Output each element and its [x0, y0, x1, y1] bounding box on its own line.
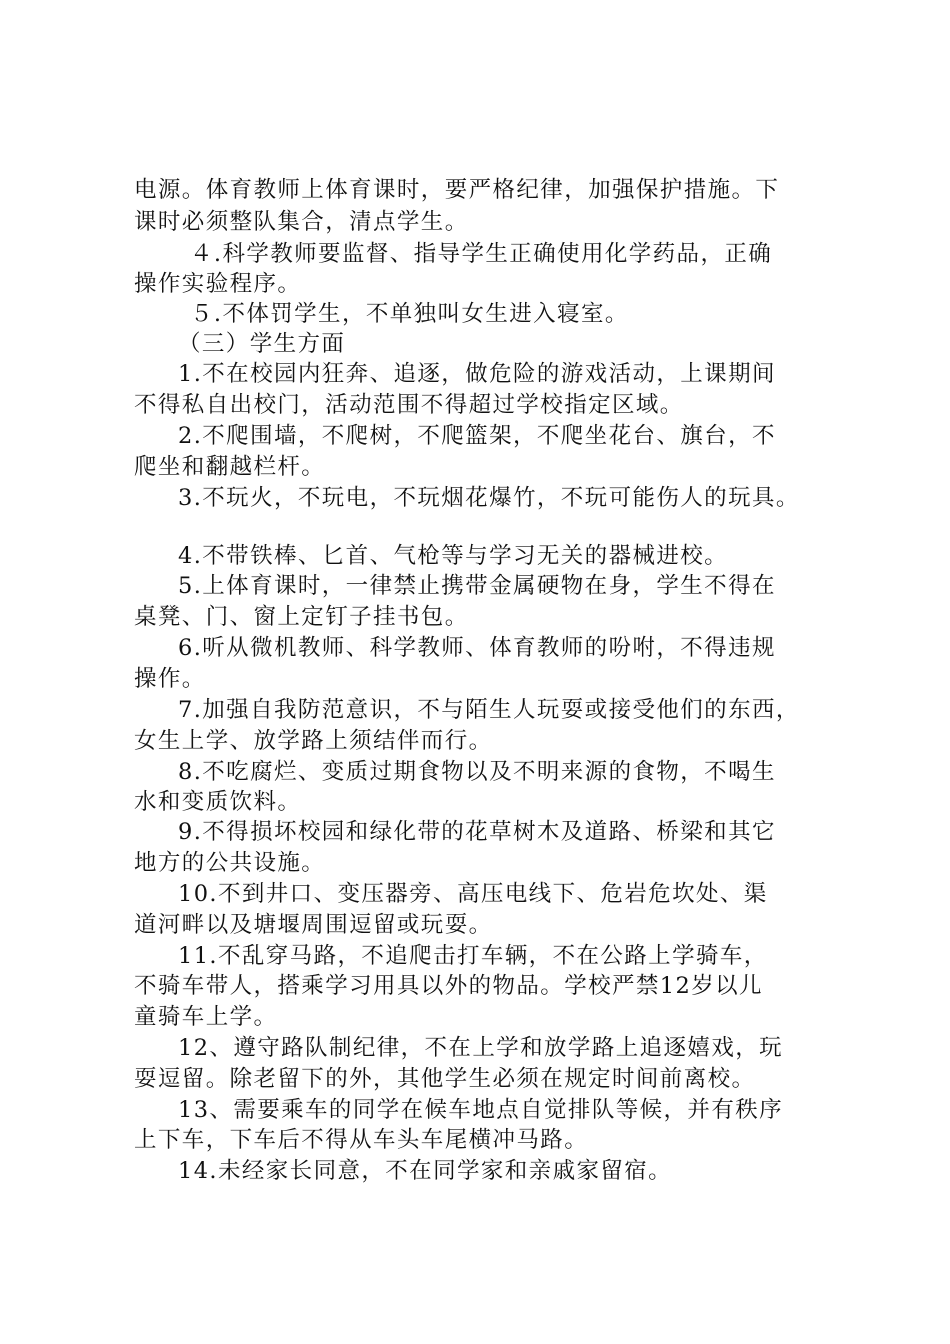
text-line: ４.科学教师要监督、指导学生正确使用化学药品，正确 [190, 241, 773, 267]
text-line: 10.不到井口、变压器旁、高压电线下、危岩危坎处、渠 [178, 881, 768, 907]
text-line: 6.听从微机教师、科学教师、体育教师的吩咐，不得违规 [178, 635, 776, 661]
text-line: 操作。 [134, 666, 206, 692]
text-line: 8.不吃腐烂、变质过期食物以及不明来源的食物，不喝生 [178, 759, 776, 785]
text-line: 桌凳、门、窗上定钉子挂书包。 [134, 604, 469, 630]
text-line: 2.不爬围墙，不爬树，不爬篮架，不爬坐花台、旗台，不 [178, 423, 776, 449]
text-line: 14.未经家长同意，不在同学家和亲戚家留宿。 [178, 1158, 673, 1184]
text-line: 电源。体育教师上体育课时，要严格纪律，加强保护措施。下 [134, 177, 780, 203]
text-line: ５.不体罚学生，不单独叫女生进入寝室。 [190, 301, 629, 327]
text-line: 女生上学、放学路上须结伴而行。 [134, 728, 493, 754]
text-line: 操作实验程序。 [134, 271, 302, 297]
section-heading: （三）学生方面 [178, 331, 346, 357]
text-line: 11.不乱穿马路，不追爬击打车辆，不在公路上学骑车， [178, 943, 768, 969]
text-line: 1.不在校园内狂奔、追逐，做危险的游戏活动，上课期间 [178, 361, 776, 387]
text-line: 不骑车带人，搭乘学习用具以外的物品。学校严禁12岁以儿 [134, 973, 763, 999]
text-line: 4.不带铁棒、匕首、气枪等与学习无关的器械进校。 [178, 543, 729, 569]
text-line: 3.不玩火，不玩电，不玩烟花爆竹，不玩可能伤人的玩具。 [178, 485, 800, 511]
text-line: 不得私自出校门，活动范围不得超过学校指定区域。 [134, 392, 684, 418]
text-line: 地方的公共设施。 [134, 850, 326, 876]
text-line: 耍逗留。除老留下的外，其他学生必须在规定时间前离校。 [134, 1066, 756, 1092]
text-line: 上下车，下车后不得从车头车尾横冲马路。 [134, 1127, 589, 1153]
text-line: 12、遵守路队制纪律，不在上学和放学路上追逐嬉戏，玩 [178, 1035, 784, 1061]
text-line: 课时必须整队集合，清点学生。 [134, 209, 469, 235]
text-line: 道河畔以及塘堰周围逗留或玩耍。 [134, 912, 493, 938]
text-line: 7.加强自我防范意识，不与陌生人玩耍或接受他们的东西， [178, 697, 800, 723]
text-line: 5.上体育课时，一律禁止携带金属硬物在身，学生不得在 [178, 573, 776, 599]
text-line: 爬坐和翻越栏杆。 [134, 454, 326, 480]
text-line: 童骑车上学。 [134, 1004, 278, 1030]
text-line: 水和变质饮料。 [134, 789, 302, 815]
text-line: 13、需要乘车的同学在候车地点自觉排队等候，并有秩序 [178, 1097, 784, 1123]
text-line: 9.不得损坏校园和绿化带的花草树木及道路、桥梁和其它 [178, 819, 776, 845]
